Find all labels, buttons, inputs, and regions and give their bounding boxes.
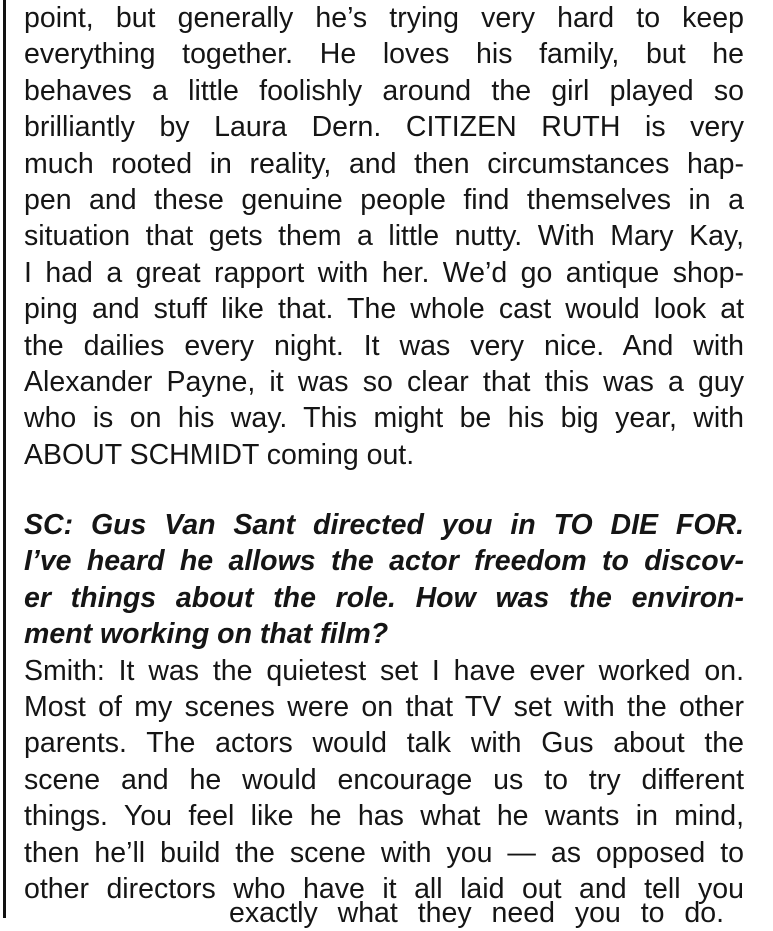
interview-answer (24, 653, 744, 908)
cut-off-text: exactly what they need you to do. (229, 897, 725, 929)
text-line: pen and these genuine people find themselves in a (24, 183, 744, 216)
paragraph-previous-answer (24, 0, 744, 473)
text-line: things. You feel like he has what he wants in mind, (24, 800, 744, 833)
text-line: behaves a little foolishly around the girl played so (24, 74, 744, 107)
question-line: I’ve heard he allows the actor freedom to discov- (24, 545, 744, 578)
text-line: who is on his way. This might be his big year, with (24, 402, 744, 435)
interview-question (24, 507, 744, 653)
question-line: SC: Gus Van Sant directed you in TO DIE FOR. (24, 509, 744, 542)
text-line: scene and he would encourage us to try different (24, 763, 744, 796)
text-line: situation that gets them a little nutty. With Mary Kay, (24, 220, 744, 253)
text-line: other directors who have it all laid out and tell you (24, 872, 744, 905)
question-line: ment working on that film? (24, 618, 389, 651)
cropped-bottom-line (0, 897, 773, 931)
text-line: then he’ll build the scene with you — as opposed to (24, 836, 744, 869)
question-line: er things about the role. How was the environ- (24, 581, 744, 614)
text-line: ABOUT SCHMIDT coming out. (24, 438, 415, 471)
paragraph-gap (24, 473, 744, 507)
text-line: Smith: It was the quietest set I have ever worked on. (24, 654, 744, 687)
text-line: Most of my scenes were on that TV set with the other (24, 691, 744, 724)
article-column (24, 0, 744, 907)
text-line: much rooted in reality, and then circumstances hap- (24, 147, 744, 180)
text-line: everything together. He loves his family, but he (24, 38, 744, 71)
text-line: parents. The actors would talk with Gus about the (24, 727, 744, 760)
text-line: Alexander Payne, it was so clear that this was a guy (24, 365, 744, 398)
text-line: I had a great rapport with her. We’d go antique shop- (24, 256, 744, 289)
text-line: point, but generally he’s trying very hard to keep (24, 2, 744, 34)
text-line: brilliantly by Laura Dern. CITIZEN RUTH is very (24, 111, 744, 144)
column-rule (3, 0, 6, 918)
text-line: ping and stuff like that. The whole cast would look at (24, 293, 744, 326)
text-line: the dailies every night. It was very nice. And with (24, 329, 744, 362)
